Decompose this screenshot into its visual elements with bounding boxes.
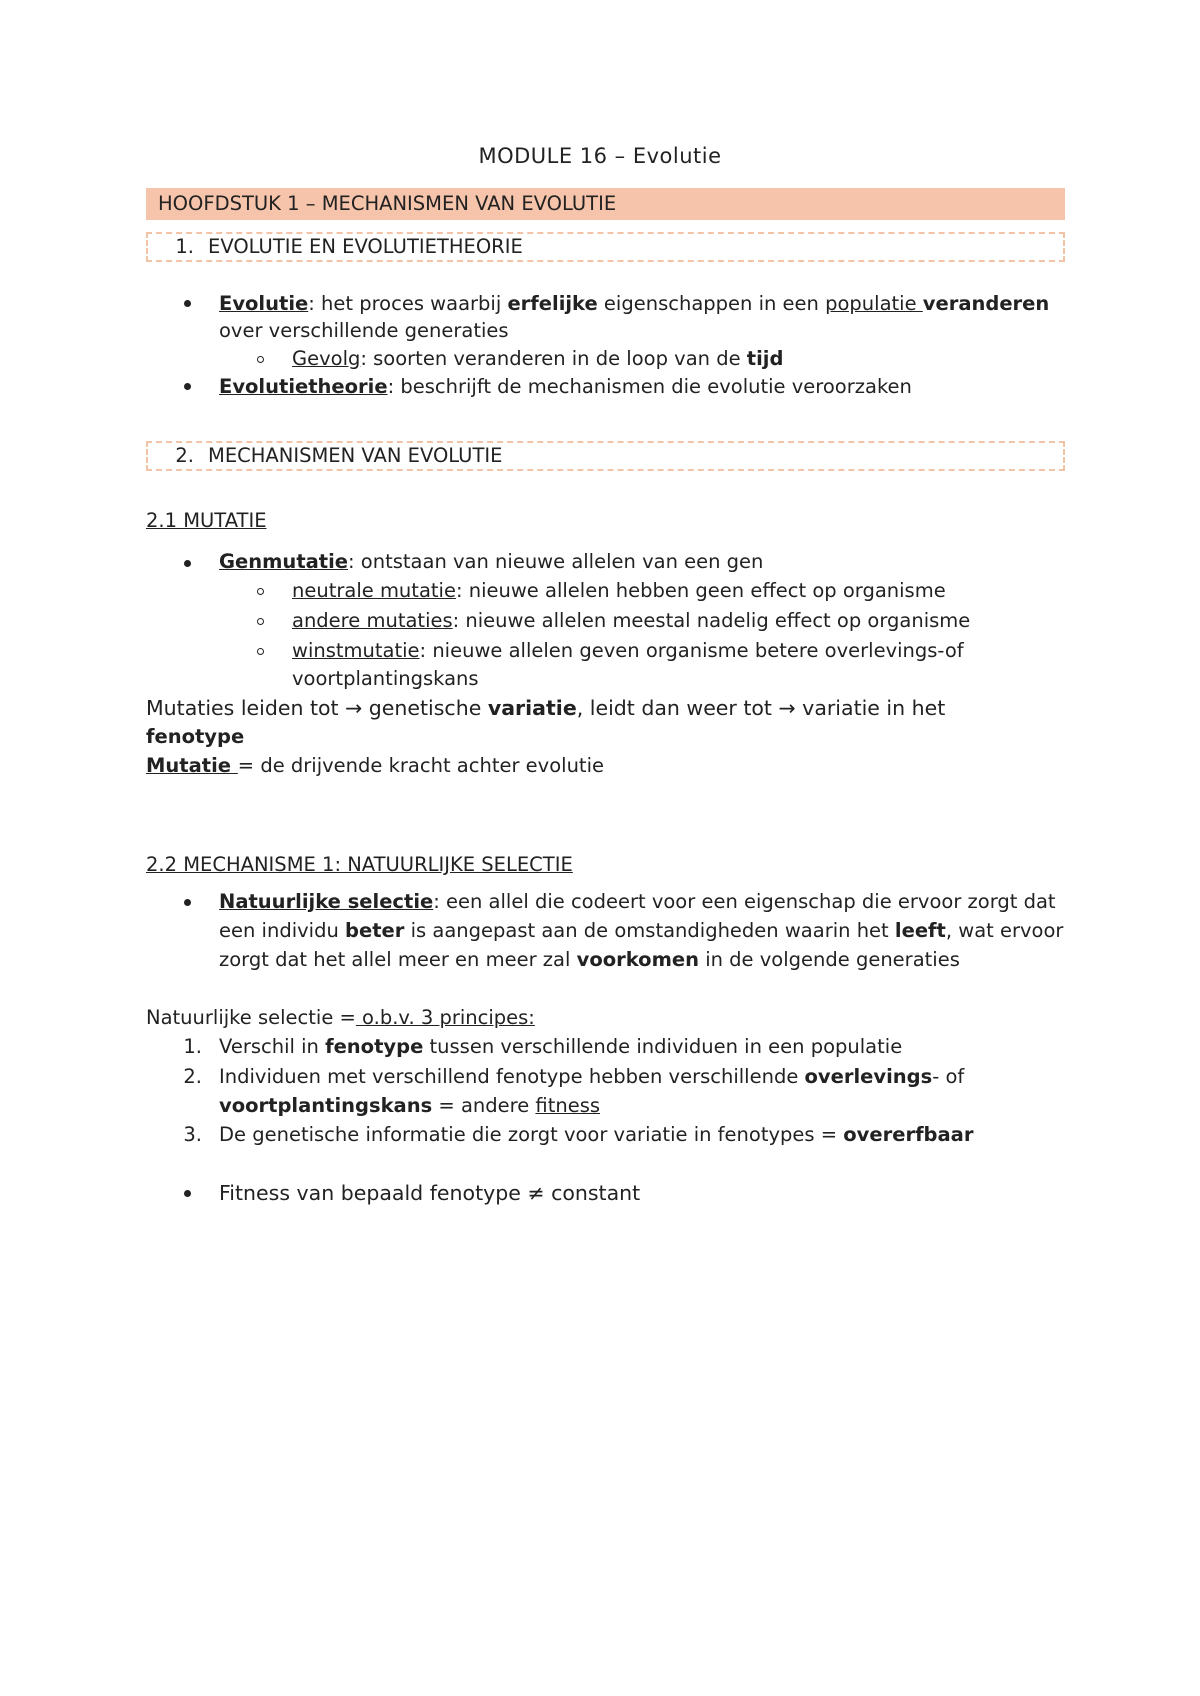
- mutaties-statement: Mutaties leiden tot → genetische variatie, leidt dan weer tot → variatie in het: [146, 696, 946, 720]
- neutrale-mutatie-item: neutrale mutatie: nieuwe allelen hebben geen effect op organisme: [292, 579, 946, 602]
- gevolg-item: Gevolg: soorten veranderen in de loop van de tijd: [292, 347, 784, 370]
- section-title: EVOLUTIE EN EVOLUTIETHEORIE: [208, 235, 523, 258]
- chapter-heading: HOOFDSTUK 1 – MECHANISMEN VAN EVOLUTIE: [146, 188, 1065, 220]
- section-number: 2.: [175, 444, 194, 467]
- andere-mutaties-item: andere mutaties: nieuwe allelen meestal nadelig effect op organisme: [292, 609, 971, 632]
- principe-2: Individuen met verschillend fenotype hebben verschillende overlevings- of: [219, 1065, 965, 1088]
- evolutie-definition: Evolutie: het proces waarbij erfelijke eigenschappen in een populatie veranderen: [219, 292, 1050, 315]
- natuurlijke-selectie-definition-line3: zorgt dat het allel meer en meer zal voorkomen in de volgende generaties: [219, 948, 960, 971]
- bullet-icon: [184, 300, 191, 307]
- subsection-heading-natuurlijke-selectie: 2.2 MECHANISME 1: NATUURLIJKE SELECTIE: [146, 853, 573, 876]
- circle-bullet-icon: [257, 648, 264, 655]
- winstmutatie-item-cont: voortplantingskans: [292, 667, 479, 690]
- circle-bullet-icon: [257, 618, 264, 625]
- bullet-icon: [184, 560, 191, 567]
- section-number: 1.: [175, 235, 194, 258]
- genmutatie-definition: Genmutatie: ontstaan van nieuwe allelen van een gen: [219, 550, 764, 573]
- section-heading-1: [146, 232, 1065, 262]
- mutaties-statement-cont: fenotype: [146, 725, 245, 748]
- section-heading-2: [146, 441, 1065, 471]
- mutatie-definition: Mutatie = de drijvende kracht achter evolutie: [146, 754, 604, 777]
- section-title: MECHANISMEN VAN EVOLUTIE: [208, 444, 503, 467]
- subsection-heading-mutatie: 2.1 MUTATIE: [146, 509, 267, 532]
- natuurlijke-selectie-definition: Natuurlijke selectie: een allel die codeert voor een eigenschap die ervoor zorgt dat: [219, 890, 1056, 913]
- principe-1: Verschil in fenotype tussen verschillende individuen in een populatie: [219, 1035, 903, 1058]
- document-title: MODULE 16 – Evolutie: [478, 144, 722, 168]
- fitness-statement: Fitness van bepaald fenotype ≠ constant: [219, 1181, 641, 1205]
- principes-intro: Natuurlijke selectie = o.b.v. 3 principes:: [146, 1006, 535, 1029]
- principe-3: De genetische informatie die zorgt voor variatie in fenotypes = overerfbaar: [219, 1123, 974, 1146]
- evolutie-definition-cont: over verschillende generaties: [219, 319, 509, 342]
- natuurlijke-selectie-definition-line2: een individu beter is aangepast aan de omstandigheden waarin het leeft, wat ervoor: [219, 919, 1064, 942]
- list-number: 1.: [183, 1035, 202, 1058]
- principe-2-cont: voortplantingskans = andere fitness: [219, 1094, 601, 1117]
- bullet-icon: [184, 899, 191, 906]
- bullet-icon: [184, 1190, 191, 1197]
- circle-bullet-icon: [257, 588, 264, 595]
- circle-bullet-icon: [257, 356, 264, 363]
- list-number: 3.: [183, 1123, 202, 1146]
- bullet-icon: [184, 383, 191, 390]
- list-number: 2.: [183, 1065, 202, 1088]
- winstmutatie-item: winstmutatie: nieuwe allelen geven organisme betere overlevings-of: [292, 639, 964, 662]
- evolutietheorie-definition: Evolutietheorie: beschrijft de mechanismen die evolutie veroorzaken: [219, 375, 912, 398]
